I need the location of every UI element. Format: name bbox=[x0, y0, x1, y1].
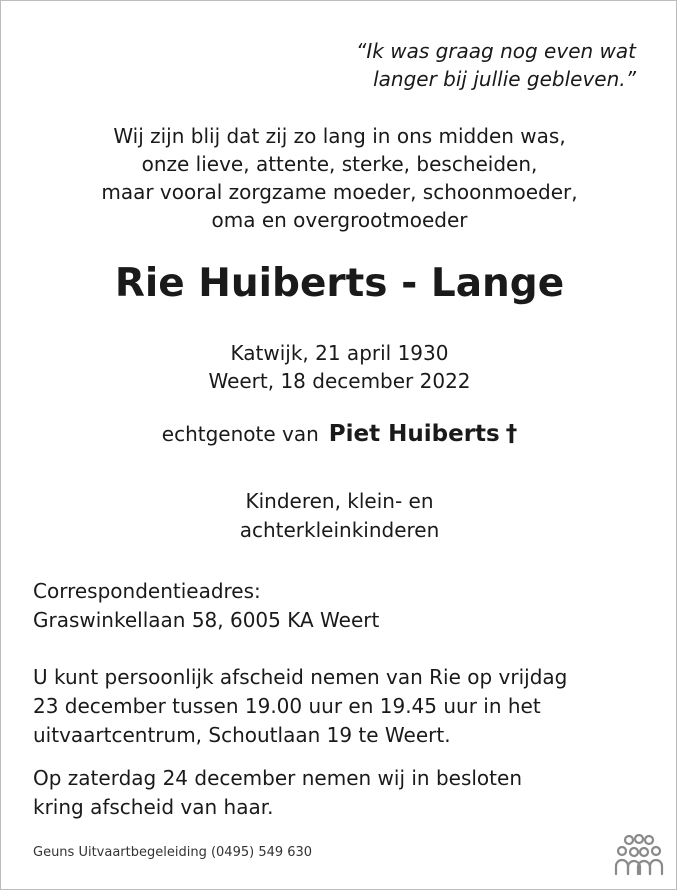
intro-line: onze lieve, attente, sterke, bescheiden, bbox=[141, 152, 538, 176]
opening-quote bbox=[356, 37, 636, 93]
birth-date: Katwijk, 21 april 1930 bbox=[230, 341, 449, 365]
intro-line: maar vooral zorgzame moeder, schoonmoeder, bbox=[101, 180, 578, 204]
quote-line: “Ik was graag nog even wat bbox=[356, 39, 636, 63]
intro-line: Wij zijn blij dat zij zo lang in ons midden was, bbox=[113, 124, 566, 148]
spouse-name: Piet Huiberts bbox=[328, 421, 500, 447]
paragraph-line: kring afscheid van haar. bbox=[33, 795, 274, 819]
address-label: Correspondentieadres: bbox=[33, 579, 261, 603]
quote-line: langer bij jullie gebleven.” bbox=[373, 67, 636, 91]
correspondence-address bbox=[33, 577, 379, 635]
paragraph-line: Op zaterdag 24 december nemen wij in besloten bbox=[33, 766, 522, 790]
cross-icon: † bbox=[505, 421, 518, 447]
life-dates bbox=[1, 339, 677, 395]
family-line: achterkleinkinderen bbox=[239, 518, 440, 542]
spouse-prefix: echtgenote van bbox=[161, 422, 319, 446]
visitation-paragraph bbox=[33, 663, 663, 750]
farewell-paragraph bbox=[33, 764, 663, 822]
paragraph-line: 23 december tussen 19.00 uur en 19.45 uur in het bbox=[33, 694, 541, 718]
paragraph-line: uitvaartcentrum, Schoutlaan 19 te Weert. bbox=[33, 723, 451, 747]
intro-text bbox=[1, 122, 677, 234]
family-mention bbox=[1, 487, 677, 545]
family-line: Kinderen, klein- en bbox=[245, 489, 434, 513]
death-date: Weert, 18 december 2022 bbox=[208, 369, 471, 393]
paragraph-line: U kunt persoonlijk afscheid nemen van Rie op vrijdag bbox=[33, 665, 568, 689]
people-group-icon bbox=[614, 834, 664, 876]
spouse-line bbox=[1, 418, 677, 450]
address-value: Graswinkellaan 58, 6005 KA Weert bbox=[33, 608, 380, 632]
intro-line: oma en overgrootmoeder bbox=[211, 208, 468, 232]
funeral-director-credit: Geuns Uitvaartbegeleiding (0495) 549 630 bbox=[33, 845, 313, 860]
deceased-name: Rie Huiberts - Lange bbox=[114, 261, 565, 306]
